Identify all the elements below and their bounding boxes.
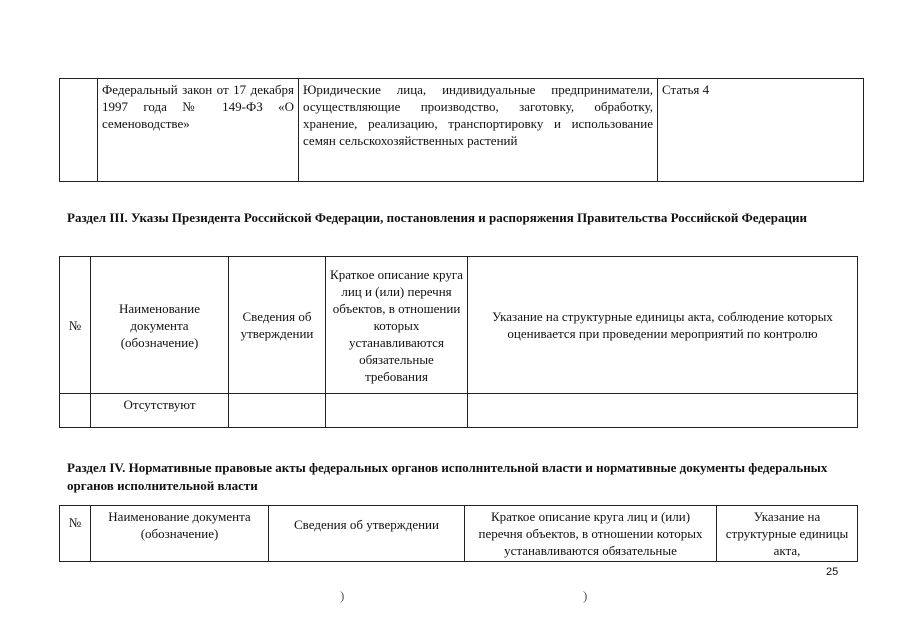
- header-document-name: Наименование документа (обозначение): [91, 257, 229, 394]
- header-description: Краткое описание круга лиц и (или) перечня объектов, в отношении которых устанавливаются обязательные: [465, 506, 717, 562]
- subjects-cell: Юридические лица, индивидуальные предприниматели, осуществляющие производство, заготовку, обработку, хранение, реализацию, транспортировку и использование семян сельскохозяйственных растений: [299, 79, 658, 182]
- header-structural-units: Указание на структурные единицы акта, соблюдение которых оценивается при проведении мероприятий по контролю: [468, 257, 858, 394]
- header-number: №: [60, 506, 91, 562]
- header-approval: Сведения об утверждении: [229, 257, 326, 394]
- article-cell: Статья 4: [658, 79, 864, 182]
- scan-mark-left: ): [340, 588, 345, 603]
- header-number: №: [60, 257, 91, 394]
- section-4-table: [59, 505, 858, 562]
- header-approval: Сведения об утверждении: [269, 506, 465, 562]
- header-document-name: Наименование документа (обозначение): [91, 506, 269, 562]
- row-description-cell: [326, 394, 468, 428]
- row-approval-cell: [229, 394, 326, 428]
- row-structural-units-cell: [468, 394, 858, 428]
- document-name-cell: Федеральный закон от 17 декабря 1997 года № 149-ФЗ «О семеноводстве»: [98, 79, 299, 182]
- header-description: Краткое описание круга лиц и (или) перечня объектов, в отношении которых устанавливаются обязательные требования: [326, 257, 468, 394]
- table-header-row: [60, 506, 858, 562]
- law-table: [59, 78, 864, 182]
- section-3-table: [59, 256, 858, 428]
- table-row: [60, 79, 864, 182]
- section-3-heading: Раздел III. Указы Президента Российской Федерации, постановления и распоряжения Правительства Российской Федерации: [67, 210, 807, 225]
- page-number: 25: [826, 566, 839, 578]
- table-cell-number: [60, 79, 98, 182]
- row-document-name-cell: Отсутствуют: [91, 394, 229, 428]
- table-header-row: [60, 257, 858, 394]
- scan-mark-right: ): [583, 588, 588, 603]
- header-structural-units: Указание на структурные единицы акта,: [717, 506, 858, 562]
- table-row: [60, 394, 858, 428]
- row-number-cell: [60, 394, 91, 428]
- section-4-heading: Раздел IV. Нормативные правовые акты федеральных органов исполнительной власти и нормативные документы федеральных органов исполнительной власти: [67, 460, 828, 493]
